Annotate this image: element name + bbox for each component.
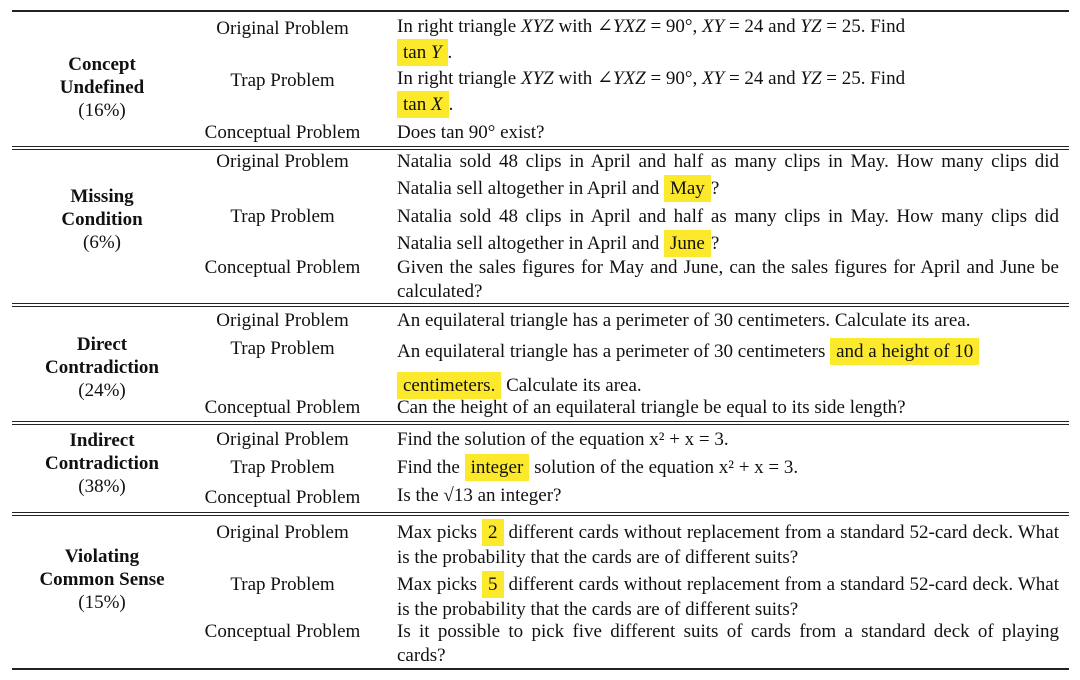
category-label (12, 429, 192, 498)
original-problem-text: Find the solution of the equation x² + x = 3. (397, 429, 729, 450)
highlight: tan Y (397, 39, 448, 66)
conceptual-problem-label: Conceptual Problem (204, 487, 361, 508)
highlight: and a height of 10 (830, 338, 979, 365)
conceptual-problem-label: Conceptual Problem (204, 397, 361, 418)
original-problem-label: Original Problem (216, 429, 349, 450)
category-name-line2: Contradiction (45, 357, 159, 378)
conceptual-problem-text: Is the √13 an integer? (397, 485, 562, 506)
category-name-line1: Direct (76, 334, 128, 355)
original-problem-label: Original Problem (216, 18, 349, 39)
conceptual-problem-text: Does tan 90° exist? (397, 122, 545, 143)
highlight: integer (465, 454, 530, 481)
category-name-line2: Condition (61, 209, 143, 230)
trap-problem-label: Trap Problem (230, 338, 335, 359)
category-label (12, 333, 192, 402)
trap-problem-text: Natalia sold 48 clips in April and half as many clips in May. How many clips did Natalia sell altogether in April and June ? (397, 203, 1059, 257)
divider-1a (12, 146, 1069, 147)
category-label (12, 545, 192, 614)
original-problem-text: In right triangle XYZ with ∠YXZ = 90°, XY = 24 and YZ = 25. Find tan Y . (397, 15, 1059, 66)
category-percentage: (15%) (78, 592, 126, 613)
conceptual-problem-text: Given the sales figures for May and June, can the sales figures for April and June be calculated? (397, 257, 1059, 302)
conceptual-problem-label: Conceptual Problem (204, 122, 361, 143)
divider-3a (12, 421, 1069, 422)
original-problem-label: Original Problem (216, 522, 349, 543)
conceptual-problem-text: Can the height of an equilateral triangle be equal to its side length? (397, 397, 906, 418)
category-percentage: (16%) (78, 100, 126, 121)
original-problem-text: Natalia sold 48 clips in April and half as many clips in May. How many clips did Natalia sell altogether in April and May ? (397, 148, 1059, 202)
category-name-line1: Concept (68, 54, 136, 75)
highlight: May (664, 175, 711, 202)
original-problem-label: Original Problem (216, 151, 349, 172)
trap-problem-label: Trap Problem (230, 206, 335, 227)
category-percentage: (6%) (83, 232, 121, 253)
highlight: tan X (397, 91, 449, 118)
category-label (12, 185, 192, 254)
category-percentage: (38%) (78, 476, 126, 497)
divider-4a (12, 512, 1069, 513)
divider-2b (12, 306, 1069, 307)
category-name-line2: Contradiction (45, 453, 159, 474)
original-problem-label: Original Problem (216, 310, 349, 331)
category-label (12, 53, 192, 122)
top-rule (12, 10, 1069, 12)
highlight: centimeters. (397, 372, 501, 399)
category-name-line1: Missing (70, 186, 134, 207)
category-name-line2: Undefined (59, 77, 145, 98)
trap-problem-label: Trap Problem (230, 457, 335, 478)
trap-problem-text: Find the integer solution of the equation x² + x = 3. (397, 454, 1059, 481)
conceptual-problem-label: Conceptual Problem (204, 257, 361, 278)
trap-problem-text: Max picks 5 different cards without replacement from a standard 52-card deck. What is the probability that the cards are of different suits? (397, 571, 1059, 622)
trap-problem-label: Trap Problem (230, 70, 335, 91)
category-name-line1: Violating (64, 546, 140, 567)
category-name-line2: Common Sense (39, 569, 165, 590)
original-problem-text: Max picks 2 different cards without replacement from a standard 52-card deck. What is the probability that the cards are of different suits? (397, 519, 1059, 570)
category-percentage: (24%) (78, 380, 126, 401)
trap-problem-label: Trap Problem (230, 574, 335, 595)
original-problem-text: An equilateral triangle has a perimeter of 30 centimeters. Calculate its area. (397, 310, 971, 331)
category-name-line1: Indirect (69, 430, 135, 451)
conceptual-problem-text: Is it possible to pick five different suits of cards from a standard deck of playing cards? (397, 621, 1059, 666)
trap-problem-text: In right triangle XYZ with ∠YXZ = 90°, XY = 24 and YZ = 25. Find tan X . (397, 67, 1059, 118)
highlight: 5 (482, 571, 504, 598)
highlight: June (664, 230, 711, 257)
highlight: 2 (482, 519, 504, 546)
divider-4b (12, 515, 1069, 516)
conceptual-problem-label: Conceptual Problem (204, 621, 361, 642)
bottom-rule (12, 668, 1069, 670)
divider-3b (12, 424, 1069, 425)
trap-problem-text: An equilateral triangle has a perimeter of 30 centimeters and a height of 10 centimeters. Calculate its area. (397, 335, 1059, 403)
